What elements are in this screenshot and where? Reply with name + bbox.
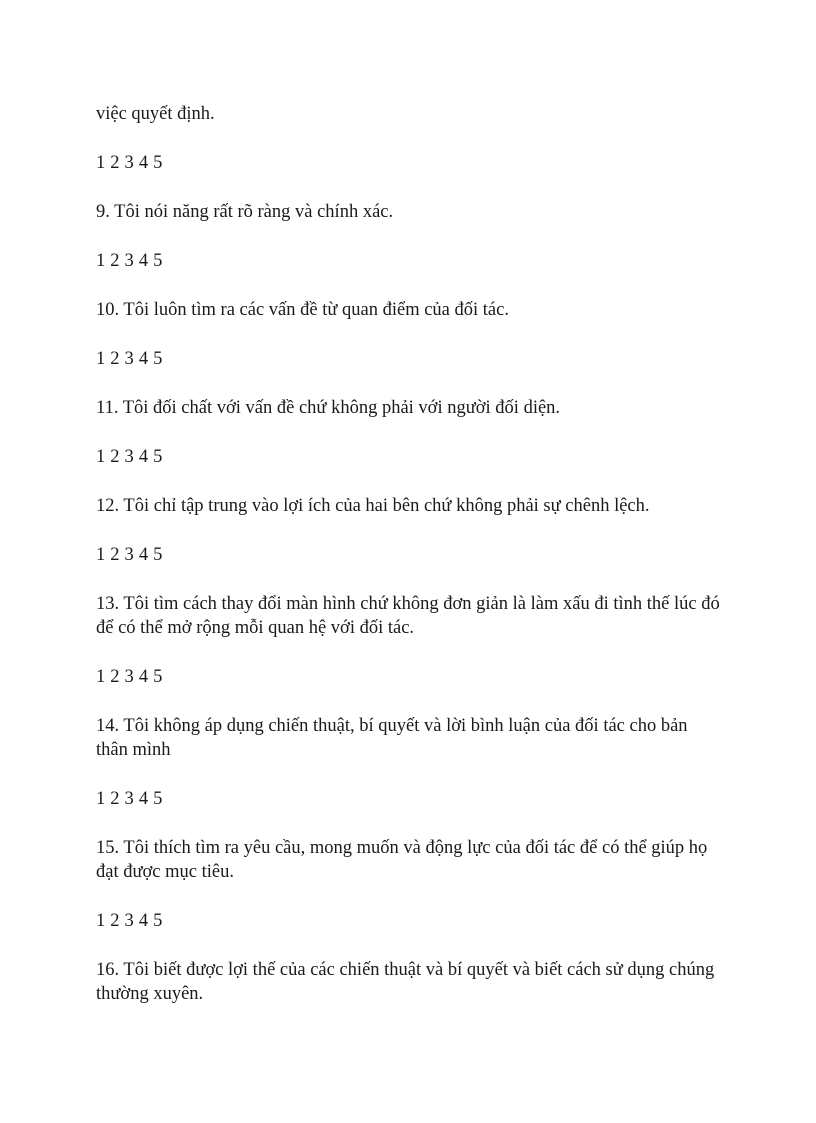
rating-scale: 1 2 3 4 5 (96, 447, 163, 467)
rating-scale: 1 2 3 4 5 (96, 349, 163, 369)
document-body (96, 102, 722, 1031)
statement-9: 9. Tôi nói năng rất rõ ràng và chính xác. (96, 202, 394, 222)
statement-14: 14. Tôi không áp dụng chiến thuật, bí quyết và lời bình luận của đối tác cho bản thân mình (96, 716, 688, 760)
rating-scale: 1 2 3 4 5 (96, 911, 163, 931)
rating-scale: 1 2 3 4 5 (96, 789, 163, 809)
statement-15: 15. Tôi thích tìm ra yêu cầu, mong muốn và động lực của đối tác để có thể giúp họ đạt được mục tiêu. (96, 838, 708, 882)
rating-scale: 1 2 3 4 5 (96, 667, 163, 687)
rating-scale: 1 2 3 4 5 (96, 153, 163, 173)
statement-continuation: việc quyết định. (96, 104, 215, 124)
rating-scale: 1 2 3 4 5 (96, 545, 163, 565)
statement-12: 12. Tôi chỉ tập trung vào lợi ích của hai bên chứ không phải sự chênh lệch. (96, 496, 650, 516)
statement-10: 10. Tôi luôn tìm ra các vấn đề từ quan điểm của đối tác. (96, 300, 509, 320)
statement-16: 16. Tôi biết được lợi thế của các chiến thuật và bí quyết và biết cách sử dụng chúng thường xuyên. (96, 960, 715, 1004)
rating-scale: 1 2 3 4 5 (96, 251, 163, 271)
statement-13: 13. Tôi tìm cách thay đổi màn hình chứ không đơn giản là làm xấu đi tình thế lúc đó để có thể mở rộng mỗi quan hệ với đối tác. (96, 594, 720, 638)
statement-11: 11. Tôi đối chất với vấn đề chứ không phải với người đối diện. (96, 398, 561, 418)
